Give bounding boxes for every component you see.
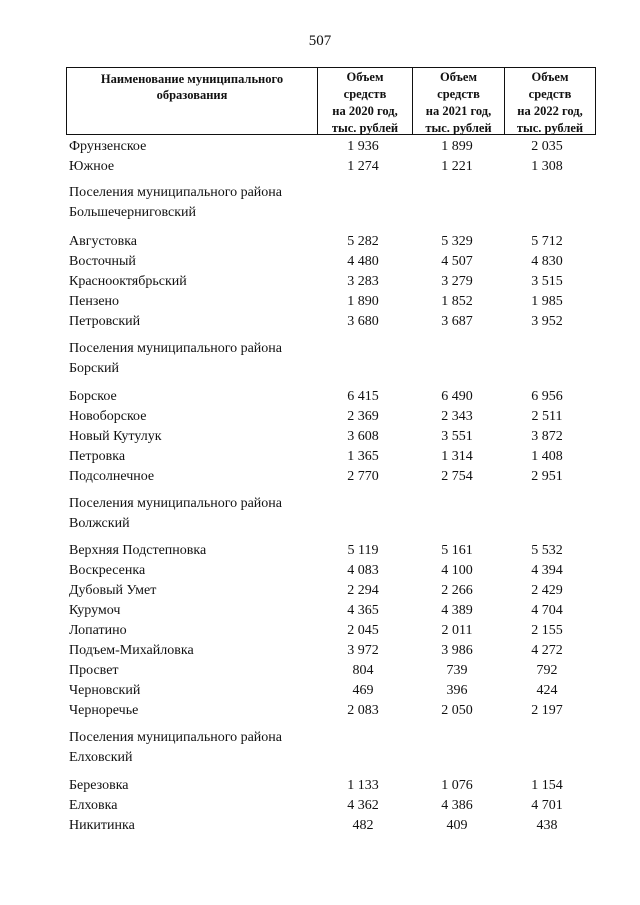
header-2022-column xyxy=(504,68,595,134)
value-2021: 5 329 xyxy=(441,234,473,249)
row-name: Курумоч xyxy=(69,603,121,618)
table-row xyxy=(0,447,640,467)
value-2020: 804 xyxy=(352,663,374,678)
value-2021: 1 076 xyxy=(441,778,473,793)
value-2021: 739 xyxy=(446,663,468,678)
row-name: Подсолнечное xyxy=(69,469,155,484)
value-2020: 2 083 xyxy=(347,703,379,718)
value-2022: 4 704 xyxy=(531,603,563,618)
row-name: Восточный xyxy=(69,254,136,269)
group-heading-line: Большечерниговский xyxy=(69,205,197,220)
row-name: Южное xyxy=(69,159,115,174)
header-name-line: Наименование муниципального xyxy=(100,72,284,86)
table-row xyxy=(0,232,640,252)
value-2020: 1 274 xyxy=(347,159,379,174)
value-2022: 1 154 xyxy=(531,778,563,793)
header-line: Объем xyxy=(346,70,384,84)
value-2022: 3 952 xyxy=(531,314,563,329)
group-heading-line: Елховский xyxy=(69,750,133,765)
header-line: средств xyxy=(343,87,387,101)
value-2020: 3 608 xyxy=(347,429,379,444)
group-heading-line: Борский xyxy=(69,361,120,376)
row-name: Лопатино xyxy=(69,623,127,638)
table-row xyxy=(0,681,640,701)
row-name: Борское xyxy=(69,389,117,404)
value-2022: 1 308 xyxy=(531,159,563,174)
value-2022: 2 197 xyxy=(531,703,563,718)
value-2020: 1 936 xyxy=(347,139,379,154)
row-name: Петровка xyxy=(69,449,126,464)
table-row xyxy=(0,561,640,581)
row-name: Елховка xyxy=(69,798,118,813)
value-2021: 6 490 xyxy=(441,389,473,404)
header-name-line: образования xyxy=(156,88,228,102)
header-name-column xyxy=(67,68,317,134)
value-2021: 2 754 xyxy=(441,469,473,484)
group-heading-line: Волжский xyxy=(69,516,130,531)
group-heading-line: Поселения муниципального района xyxy=(69,185,283,200)
value-2021: 4 389 xyxy=(441,603,473,618)
header-line: на 2021 год, xyxy=(425,104,492,118)
group-heading xyxy=(69,728,282,768)
table-row xyxy=(0,816,640,836)
value-2021: 4 100 xyxy=(441,563,473,578)
value-2021: 3 986 xyxy=(441,643,473,658)
table-row xyxy=(0,776,640,796)
row-name: Краснооктябрьский xyxy=(69,274,187,289)
group-heading-line: Поселения муниципального района xyxy=(69,730,283,745)
header-line: средств xyxy=(437,87,480,101)
header-line: Объем xyxy=(439,70,477,84)
value-2021: 3 687 xyxy=(441,314,473,329)
table-row xyxy=(0,272,640,292)
value-2021: 4 386 xyxy=(441,798,473,813)
row-name: Никитинка xyxy=(69,818,135,833)
value-2022: 4 830 xyxy=(531,254,563,269)
header-line: Объем xyxy=(531,70,569,84)
value-2022: 1 985 xyxy=(531,294,563,309)
value-2022: 4 394 xyxy=(531,563,563,578)
value-2022: 4 272 xyxy=(531,643,563,658)
row-name: Верхняя Подстепновка xyxy=(69,543,207,558)
table-row xyxy=(0,796,640,816)
table-row xyxy=(0,581,640,601)
value-2022: 438 xyxy=(536,818,558,833)
header-line: средств xyxy=(528,87,572,101)
value-2021: 3 279 xyxy=(441,274,473,289)
value-2021: 3 551 xyxy=(441,429,473,444)
row-name: Фрунзенское xyxy=(69,139,147,154)
value-2022: 424 xyxy=(536,683,558,698)
row-name: Петровский xyxy=(69,314,141,329)
row-name: Черноречье xyxy=(69,703,139,718)
row-name: Просвет xyxy=(69,663,119,678)
value-2022: 2 155 xyxy=(531,623,563,638)
value-2022: 1 408 xyxy=(531,449,563,464)
value-2021: 2 266 xyxy=(441,583,473,598)
value-2020: 3 972 xyxy=(347,643,379,658)
group-heading xyxy=(69,183,282,223)
value-2021: 5 161 xyxy=(441,543,473,558)
table-row xyxy=(0,467,640,487)
value-2020: 5 119 xyxy=(347,543,379,558)
table-row xyxy=(0,387,640,407)
header-line: тыс. рублей xyxy=(425,121,492,135)
table-row xyxy=(0,601,640,621)
table-row xyxy=(0,701,640,721)
value-2020: 5 282 xyxy=(347,234,379,249)
value-2021: 1 852 xyxy=(441,294,473,309)
value-2020: 2 294 xyxy=(347,583,379,598)
header-2021-column xyxy=(412,68,504,134)
group-heading xyxy=(69,494,282,534)
value-2021: 1 314 xyxy=(441,449,473,464)
value-2020: 3 283 xyxy=(347,274,379,289)
row-name: Пензено xyxy=(69,294,120,309)
value-2021: 396 xyxy=(446,683,468,698)
group-heading-line: Поселения муниципального района xyxy=(69,496,283,511)
table-row xyxy=(0,641,640,661)
row-name: Дубовый Умет xyxy=(69,583,157,598)
row-name: Новоборское xyxy=(69,409,147,424)
table-row xyxy=(0,252,640,272)
value-2020: 4 083 xyxy=(347,563,379,578)
table-row xyxy=(0,661,640,681)
header-line: на 2022 год, xyxy=(517,104,583,118)
row-name: Подъем-Михайловка xyxy=(69,643,194,658)
value-2021: 4 507 xyxy=(441,254,473,269)
value-2020: 4 362 xyxy=(347,798,379,813)
value-2020: 1 133 xyxy=(347,778,379,793)
header-line: на 2020 год, xyxy=(332,104,398,118)
value-2021: 1 899 xyxy=(441,139,473,154)
value-2022: 2 035 xyxy=(531,139,563,154)
value-2022: 2 429 xyxy=(531,583,563,598)
value-2020: 1 890 xyxy=(347,294,379,309)
table-row xyxy=(0,292,640,312)
table-row xyxy=(0,312,640,332)
value-2020: 4 365 xyxy=(347,603,379,618)
value-2020: 4 480 xyxy=(347,254,379,269)
value-2022: 3 872 xyxy=(531,429,563,444)
value-2021: 2 050 xyxy=(441,703,473,718)
value-2020: 482 xyxy=(352,818,374,833)
row-name: Воскресенка xyxy=(69,563,146,578)
table-row xyxy=(0,427,640,447)
table-row xyxy=(0,407,640,427)
row-name: Черновский xyxy=(69,683,141,698)
row-name: Новый Кутулук xyxy=(69,429,162,444)
row-name: Августовка xyxy=(69,234,138,249)
row-name: Березовка xyxy=(69,778,129,793)
value-2020: 2 045 xyxy=(347,623,379,638)
header-line: тыс. рублей xyxy=(331,121,399,135)
value-2022: 2 951 xyxy=(531,469,563,484)
table-row xyxy=(0,137,640,157)
group-heading xyxy=(69,339,282,379)
group-heading-line: Поселения муниципального района xyxy=(69,341,283,356)
value-2022: 5 712 xyxy=(531,234,563,249)
value-2021: 2 343 xyxy=(441,409,473,424)
value-2022: 3 515 xyxy=(531,274,563,289)
value-2022: 6 956 xyxy=(531,389,563,404)
table-header xyxy=(66,67,596,135)
value-2022: 2 511 xyxy=(531,409,563,424)
table-row xyxy=(0,621,640,641)
header-2020-column xyxy=(317,68,412,134)
value-2022: 792 xyxy=(536,663,558,678)
table-row xyxy=(0,541,640,561)
value-2021: 1 221 xyxy=(441,159,473,174)
value-2020: 3 680 xyxy=(347,314,379,329)
value-2020: 2 770 xyxy=(347,469,379,484)
value-2022: 4 701 xyxy=(531,798,563,813)
value-2020: 2 369 xyxy=(347,409,379,424)
value-2021: 2 011 xyxy=(441,623,473,638)
value-2022: 5 532 xyxy=(531,543,563,558)
table-row xyxy=(0,157,640,177)
value-2020: 469 xyxy=(352,683,374,698)
value-2021: 409 xyxy=(446,818,468,833)
value-2020: 6 415 xyxy=(347,389,379,404)
header-line: тыс. рублей xyxy=(516,121,584,135)
value-2020: 1 365 xyxy=(347,449,379,464)
page-number: 507 xyxy=(308,33,332,49)
